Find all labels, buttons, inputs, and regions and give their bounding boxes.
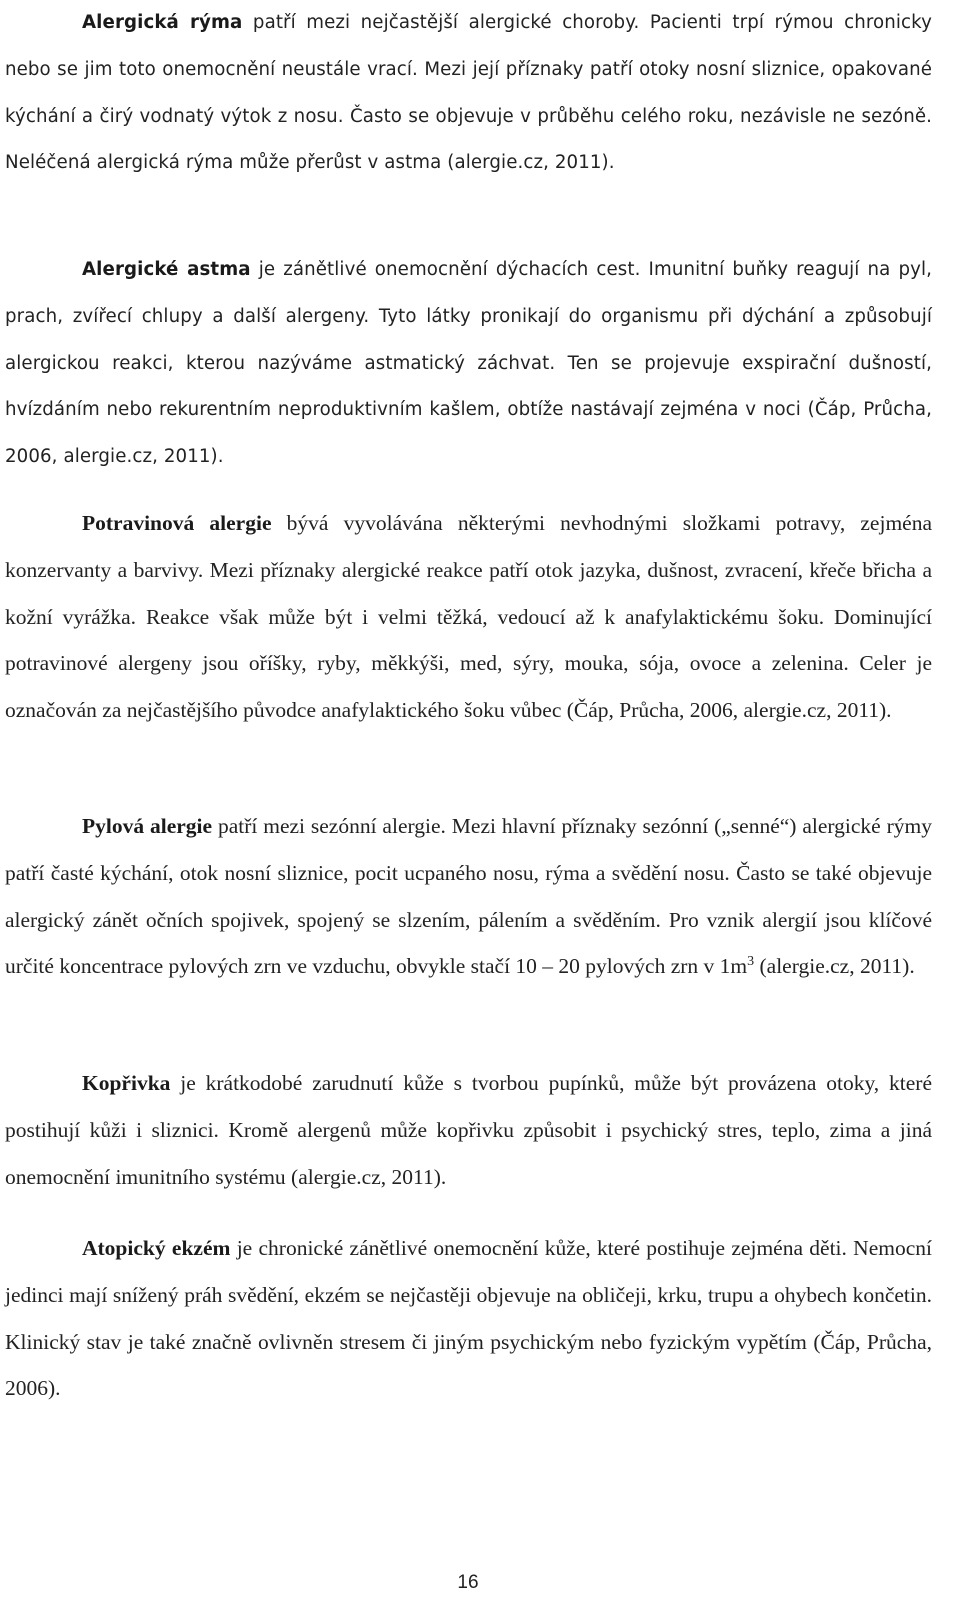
paragraph-body: je zánětlivé onemocnění dýchacích cest. Imunitní buňky reagují na pyl, prach, zvířecí chlupy a další alergeny. Tyto látky pronikají do organismu při dýchání a způsobují alergickou reakci, kterou nazýváme astmatický záchvat. Ten se projevuje exspirační dušností, hvízdáním nebo rekurentním neproduktivním kašlem, obtíže nastávají zejména v noci (Čáp, Průcha, 2006, alergie.cz, 2011). [5, 259, 932, 468]
paragraph-urticaria [5, 1060, 932, 1200]
superscript-exponent: 3 [747, 954, 755, 970]
term-allergic-asthma: Alergické astma [82, 259, 251, 280]
paragraph-allergic-rhinitis [5, 0, 932, 187]
term-pollen-allergy: Pylová alergie [82, 814, 213, 838]
term-atopic-eczema: Atopický ekzém [82, 1236, 231, 1260]
paragraph-body: patří mezi sezónní alergie. Mezi hlavní příznaky sezónní („senné“) alergické rýmy patří časté kýchání, otok nosní sliznice, pocit ucpaného nosu, rýma a svědění nosu. Často se také objevuje alergický zánět očních spojivek, spojený se slzením, pálením a svěděním. Pro vznik alergií jsou klíčové určité koncentrace pylových zrn ve vzduchu, obvykle stačí 10 – 20 pylových zrn v 1m [5, 814, 932, 979]
term-urticaria: Kopřivka [82, 1071, 171, 1095]
term-food-allergy: Potravinová alergie [82, 511, 272, 535]
term-allergic-rhinitis: Alergická rýma [82, 12, 243, 33]
paragraph-tail: (alergie.cz, 2011). [754, 954, 915, 979]
paragraph-allergic-asthma [5, 247, 932, 481]
paragraph-body: bývá vyvolávána některými nevhodnými složkami potravy, zejména konzervanty a barvivy. Mezi příznaky alergické reakce patří otok jazyka, dušnost, zvracení, křeče břicha a kožní vyrážka. Reakce však může být i velmi těžká, vedoucí až k anafylaktickému šoku. Dominující potravinové alergeny jsou oříšky, ryby, měkkýši, med, sýry, mouka, sója, ovoce a zelenina. Celer je označován za nejčastějšího původce anafylaktického šoku vůbec (Čáp, Průcha, 2006, alergie.cz, 2011). [5, 511, 932, 723]
paragraph-body: je krátkodobé zarudnutí kůže s tvorbou pupínků, může být provázena otoky, které postihují kůži i sliznici. Kromě alergenů může kopřivku způsobit i psychický stres, teplo, zima a jiná onemocnění imunitního systému (alergie.cz, 2011). [5, 1071, 932, 1189]
paragraph-body: je chronické zánětlivé onemocnění kůže, které postihuje zejména děti. Nemocní jedinci mají snížený práh svědění, ekzém se nejčastěji objevuje na obličeji, krku, trupu a ohybech končetin. Klinický stav je také značně ovlivněn stresem či jiným psychickým nebo fyzickým vypětím (Čáp, Průcha, 2006). [5, 1236, 932, 1401]
paragraph-body: patří mezi nejčastější alergické choroby. Pacienti trpí rýmou chronicky nebo se jim toto onemocnění neustále vrací. Mezi její příznaky patří otoky nosní sliznice, opakované kýchání a čirý vodnatý výtok z nosu. Často se objevuje v průběhu celého roku, nezávisle ne sezóně. Neléčená alergická rýma může přerůst v astma (alergie.cz, 2011). [5, 12, 932, 174]
paragraph-pollen-allergy [5, 803, 932, 990]
paragraph-atopic-eczema [5, 1225, 932, 1412]
page-number: 16 [457, 1572, 479, 1593]
paragraph-food-allergy [5, 500, 932, 734]
